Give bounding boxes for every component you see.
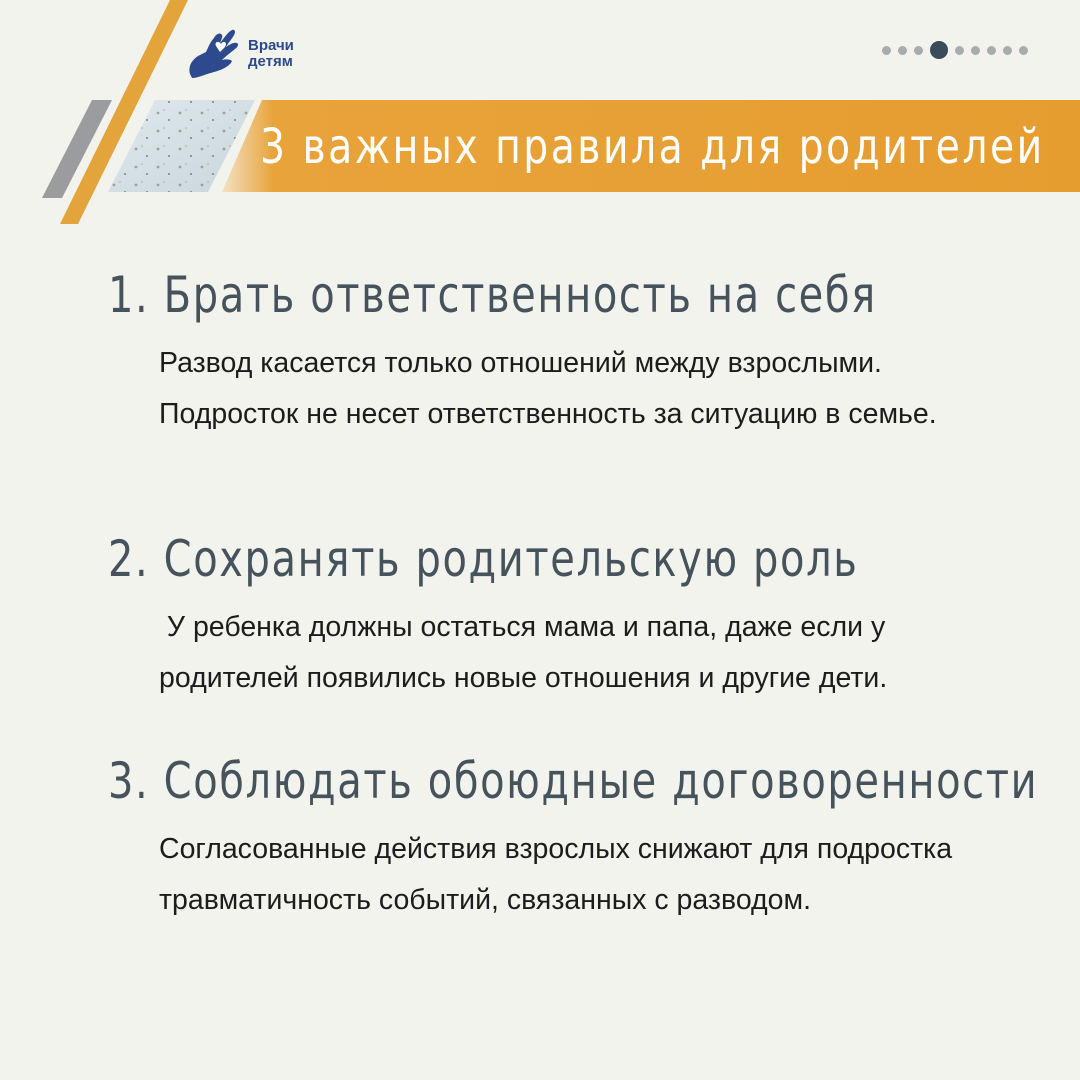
slide-pager <box>882 41 1028 59</box>
pager-dot[interactable] <box>1003 46 1012 55</box>
pager-dot[interactable] <box>987 46 996 55</box>
rule-heading: 1. Брать ответственность на себя <box>108 266 877 324</box>
pager-dot-active[interactable] <box>930 41 948 59</box>
logo-line-1: Врачи <box>248 37 294 54</box>
rule-text: Развод касается только отношений между взрослыми. Подросток не несет ответственность за ситуацию в семье. <box>159 347 937 430</box>
logo-text <box>248 38 294 70</box>
pager-dot[interactable] <box>914 46 923 55</box>
rule-1 <box>108 266 1069 440</box>
rule-text: У ребенка должны остаться мама и папа, даже если у родителей появились новые отношения и другие дети. <box>159 611 894 694</box>
pager-dot[interactable] <box>1019 46 1028 55</box>
page-title: 3 важных правила для родителей <box>260 119 1045 175</box>
hand-heart-icon <box>186 26 244 82</box>
pager-dot[interactable] <box>971 46 980 55</box>
logo <box>186 26 294 82</box>
rule-heading: 3. Соблюдать обоюдные договоренности <box>108 752 1039 810</box>
pager-dot[interactable] <box>898 46 907 55</box>
rule-3 <box>108 752 1080 926</box>
logo-line-2: детям <box>248 53 293 70</box>
rule-text: Согласованные действия взрослых снижают для подростка травматичность событий, связанных с разводом. <box>159 833 953 916</box>
pager-dot[interactable] <box>882 46 891 55</box>
rule-heading: 2. Сохранять родительскую роль <box>108 530 859 588</box>
pager-dot[interactable] <box>955 46 964 55</box>
rule-2 <box>108 530 1046 704</box>
